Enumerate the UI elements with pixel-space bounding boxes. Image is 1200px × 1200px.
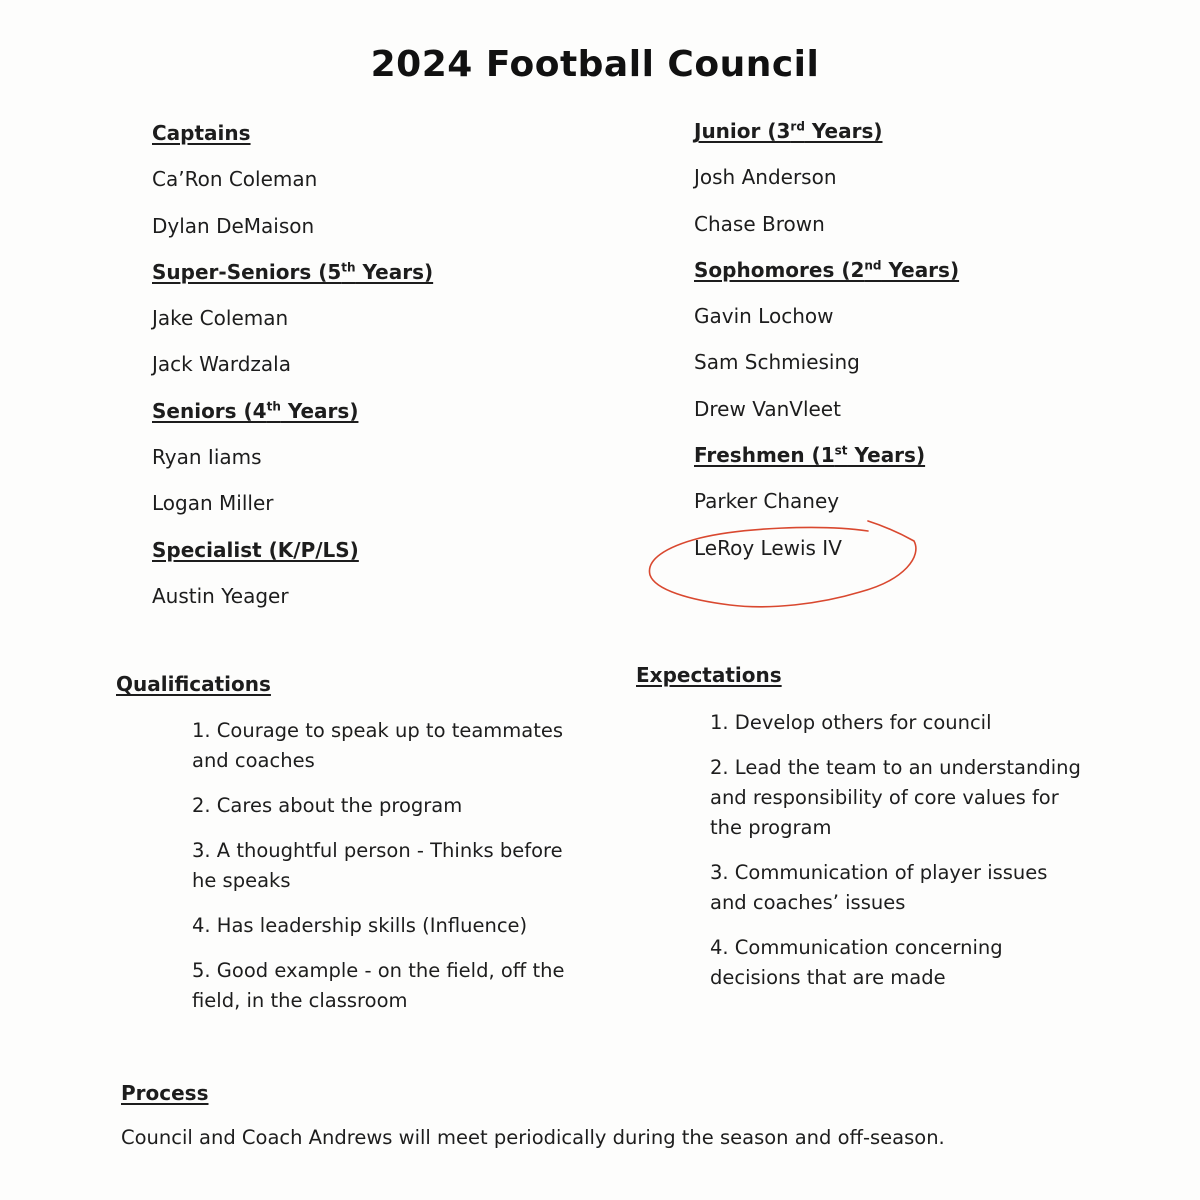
sophomores-heading: Sophomores (2nd Years) (694, 257, 960, 282)
captains-heading: Captains (152, 121, 251, 145)
roster-name: Austin Yeager (152, 583, 289, 608)
roster-name: Chase Brown (694, 211, 825, 236)
roster-name: Logan Miller (152, 491, 274, 516)
roster-name-circled: LeRoy Lewis IV (694, 535, 842, 560)
super-seniors-heading: Super-Seniors (5th Years) (152, 259, 434, 284)
list-item: 1. Develop others for council (710, 711, 992, 734)
list-item: 5. Good example - on the field, off the field, in the classroom (192, 959, 565, 1012)
list-item: 3. Communication of player issues and coaches’ issues (710, 861, 1048, 914)
roster-name: Josh Anderson (694, 165, 837, 190)
roster-name: Parker Chaney (694, 489, 840, 514)
list-item: 4. Communication concerning decisions that are made (710, 936, 1003, 989)
process-text: Council and Coach Andrews will meet periodically during the season and off-season. (121, 1126, 945, 1149)
seniors-heading: Seniors (4th Years) (152, 398, 359, 423)
list-item: 4. Has leadership skills (Influence) (192, 914, 528, 937)
roster-name: Sam Schmiesing (694, 350, 860, 375)
roster-name: Jake Coleman (152, 306, 289, 331)
roster-name: Drew VanVleet (694, 396, 841, 421)
roster-name: Gavin Lochow (694, 304, 834, 329)
right-roster-column (694, 116, 1114, 579)
list-item: 3. A thoughtful person - Thinks before he speaks (192, 839, 563, 892)
list-item: 2. Lead the team to an understanding and responsibility of core values for the program (710, 756, 1081, 839)
expectations-heading: Expectations (636, 663, 782, 687)
qualifications-list (192, 716, 592, 1031)
process-heading: Process (121, 1081, 209, 1105)
left-roster-column (152, 118, 572, 627)
freshmen-heading: Freshmen (1st Years) (694, 443, 926, 468)
list-item: 2. Cares about the program (192, 794, 463, 817)
roster-name: Ca’Ron Coleman (152, 167, 318, 192)
expectations-list (710, 708, 1090, 1008)
roster-name: Ryan Iiams (152, 445, 262, 470)
roster-name: Dylan DeMaison (152, 213, 315, 238)
roster-name: Jack Wardzala (152, 352, 291, 377)
list-item: 1. Courage to speak up to teammates and coaches (192, 719, 564, 772)
page-title: 2024 Football Council (370, 44, 820, 85)
qualifications-heading: Qualifications (116, 672, 271, 696)
specialist-heading: Specialist (K/P/LS) (152, 537, 359, 562)
juniors-heading: Junior (3rd Years) (694, 119, 883, 143)
